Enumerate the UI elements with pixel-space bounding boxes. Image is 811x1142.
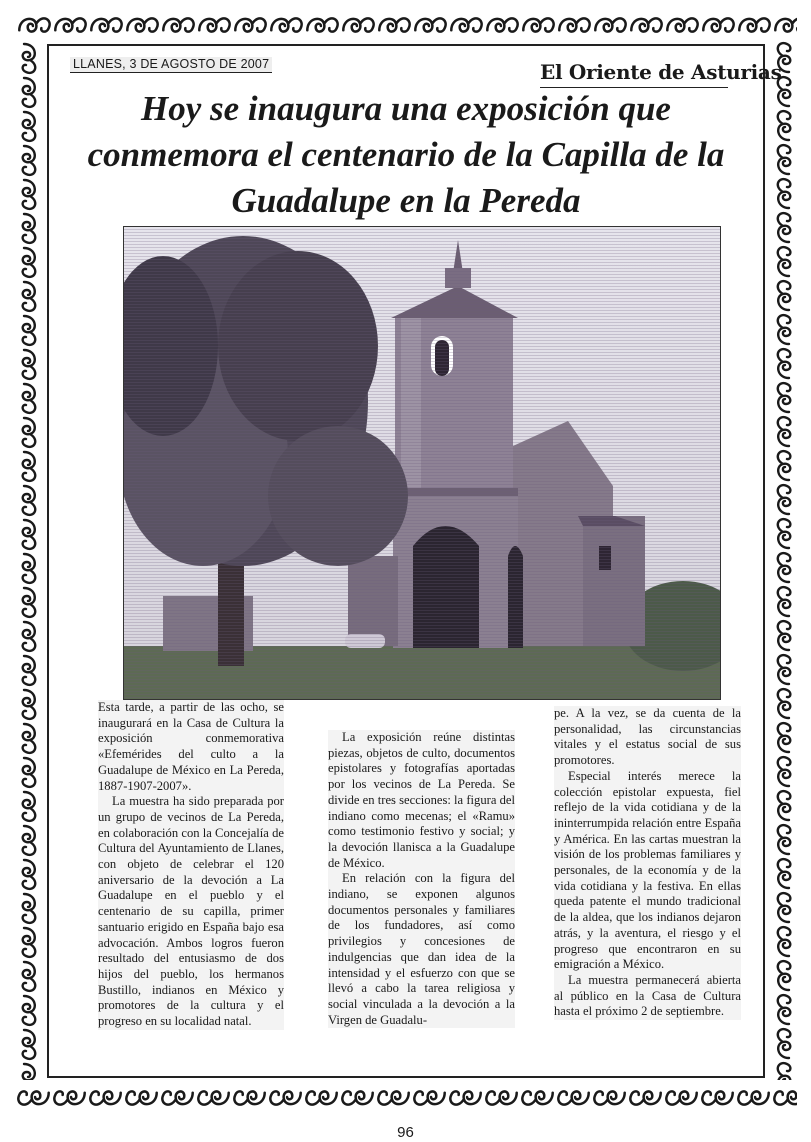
ornament-border-right	[765, 40, 805, 1080]
ornament-border-top	[14, 6, 797, 44]
article-column-2	[328, 730, 515, 1028]
paragraph: Especial interés merece la colección epistolar expuesta, fiel reflejo de la vida cotidiana y de la ininterrumpida relación entre España y América. En las cartas muestran la visión de los problemas familiares y personales, de la economía y de la vida cotidiana y la festiva. En ellas queda patente el mundo tradicional de la aldea, que los indianos dejaron atrás, y la aventura, el riesgo y el progreso que encontraron en su emigración a México.	[554, 768, 741, 972]
page-number: 96	[397, 1124, 414, 1141]
paragraph: pe. A la vez, se da cuenta de la personalidad, las circunstancias vitales y el estatus social de sus promotores.	[554, 706, 741, 768]
paragraph: La muestra permanecerá abierta al público en la Casa de Cultura hasta el próximo 2 de septiembre.	[554, 972, 741, 1019]
church-photo	[123, 226, 721, 700]
paragraph: Esta tarde, a partir de las ocho, se inaugurará en la Casa de Cultura la exposición conmemorativa «Efemérides del culto a la Guadalupe de México en La Pereda, 1887-1907-2007».	[98, 700, 284, 793]
paragraph: En relación con la figura del indiano, se exponen algunos documentos personales y familiares de los fundadores, así como privilegios y concesiones de indulgencias que dan idea de la intensidad y el esfuerzo con que se llevó a cabo la tarea religiosa y social vinculada a la devoción a la Virgen de Guadalu-	[328, 871, 515, 1027]
paragraph: La exposición reúne distintas piezas, objetos de culto, documentos epistolares y fotografías aportadas por los vecinos de La Pereda. Se divide en tres secciones: la figura del indiano como mecenas; el «Ramu» como testimonio festivo y social; y la devoción llanisca a la Guadalupe de México.	[328, 730, 515, 870]
ornament-border-left	[8, 40, 48, 1080]
article-headline: Hoy se inaugura una exposición que conmemora el centenario de la Capilla de la Guadalupe en la Pereda	[87, 89, 725, 220]
ornament-border-bottom	[14, 1076, 797, 1118]
article-column-1	[98, 700, 284, 1030]
newspaper-masthead: El Oriente de Asturias	[540, 60, 782, 84]
dateline: LLANES, 3 DE AGOSTO DE 2007	[70, 57, 272, 73]
paragraph: La muestra ha sido preparada por un grupo de vecinos de La Pereda, en colaboración con la Concejalía de Cultura del Ayuntamiento de Llanes, con objeto de celebrar el 120 aniversario de la devoción a La Guadalupe en el pueblo y el centenario de su capilla, primer santuario erigido en España bajo esa advocación. Ambos logros fueron resultado del entusiasmo de dos hijos del pueblo, los hermanos Bustillo, indianos en México y promotores de la cultura y el progreso en su localidad natal.	[98, 794, 284, 1029]
article-column-3	[554, 706, 741, 1020]
